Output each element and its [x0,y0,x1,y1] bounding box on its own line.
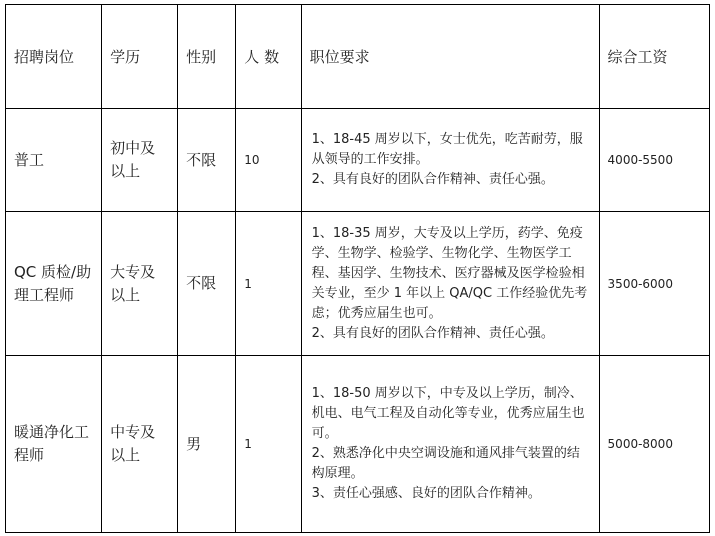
header-salary: 综合工资 [599,5,709,109]
header-position: 招聘岗位 [6,5,102,109]
cell-requirements [301,109,599,212]
cell-count: 1 [236,356,301,533]
cell-gender: 男 [178,356,236,533]
cell-count: 1 [236,212,301,356]
header-row [6,5,710,109]
header-requirements: 职位要求 [301,5,599,109]
header-count: 人 数 [236,5,301,109]
requirement-line: 1、18-50 周岁以下，中专及以上学历，制冷、机电、电气工程及自动化等专业，优秀应届生也可。 [311,386,585,441]
cell-count: 10 [236,109,301,212]
requirement-line: 3、责任心强感、良好的团队合作精神。 [311,486,541,501]
recruitment-table [5,4,710,533]
cell-position: 暖通净化工程师 [6,356,102,533]
table-row [6,356,710,533]
cell-salary: 4000-5500 [599,109,709,212]
header-gender: 性别 [178,5,236,109]
cell-requirements [301,212,599,356]
cell-gender: 不限 [178,212,236,356]
header-education: 学历 [102,5,178,109]
cell-salary: 5000-8000 [599,356,709,533]
cell-position: 普工 [6,109,102,212]
table-row [6,212,710,356]
requirement-line: 2、熟悉净化中央空调设施和通风排气装置的结构原理。 [311,446,580,481]
requirement-line: 2、具有良好的团队合作精神、责任心强。 [311,172,554,187]
cell-gender: 不限 [178,109,236,212]
cell-requirements [301,356,599,533]
requirement-line: 1、18-35 周岁，大专及以上学历，药学、免疫学、生物学、检验学、生物化学、生物医学工程、基因学、生物技术、医疗器械及医学检验相关专业，至少 1 年以上 QA/QC 工作经验优先考虑；优秀应届生也可。 [311,225,588,321]
cell-education: 初中及以上 [102,109,178,212]
cell-education: 中专及以上 [102,356,178,533]
requirement-line: 2、具有良好的团队合作精神、责任心强。 [311,325,554,341]
cell-salary: 3500-6000 [599,212,709,356]
cell-position: QC 质检/助理工程师 [6,212,102,356]
cell-education: 大专及以上 [102,212,178,356]
table-row [6,109,710,212]
requirement-line: 1、18-45 周岁以下，女士优先，吃苦耐劳，服从领导的工作安排。 [311,132,583,167]
